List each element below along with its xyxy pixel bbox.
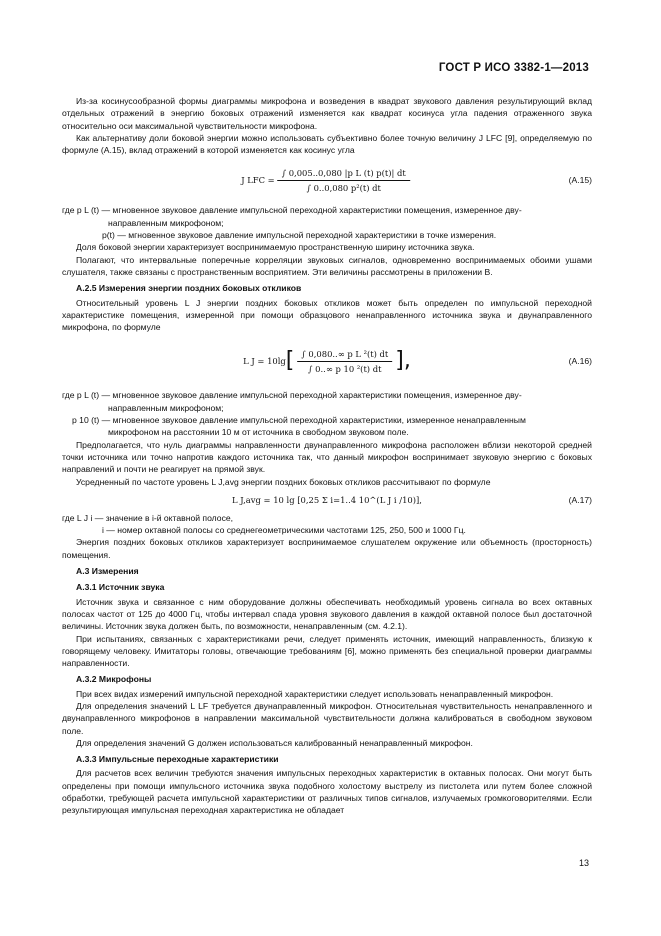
- page-number: 13: [578, 858, 589, 868]
- paragraph: Усредненный по частоте уровень L J,avg энергии поздних боковых откликов рассчитывают по формуле: [76, 476, 491, 487]
- formula-body: [232, 490, 422, 510]
- section-heading: А.3.1 Источник звука: [76, 582, 165, 593]
- paragraph: Полагают, что интервальные поперечные корреляции звуковых сигналов, одновременно воспринимаемых обоими ушами слушателя, также связаны с пространственным восприятием. Эти величины рассмотрены в приложении В.: [62, 254, 592, 277]
- paragraph: Относительный уровень L J энергии поздних боковых откликов может быть определен по импульсной переходной характеристике помещения, измеренной при помощи образцового ненаправленного источника звука и двунаправленного микрофона, по формуле: [62, 297, 592, 333]
- paragraph: Энергия поздних боковых откликов характеризует воспринимаемое слушателем окружение или объемность (просторность) помещения.: [62, 537, 592, 560]
- formula-text: L J,avg = 10 lg [0,25 Σ i=1..4 10^(L J i /10)],: [232, 494, 422, 505]
- formula-lhs: L J = 10lg: [243, 356, 286, 367]
- formula-denominator: ∫ 0..0,080 p²(t) dt: [306, 182, 381, 193]
- definition-line: направленным микрофоном;: [108, 402, 224, 413]
- paragraph: Из-за косинусообразной формы диаграммы микрофона и возведения в квадрат звукового давления результирующий вклад отдельных отражений в энергию боковых отражений изменяется как квадрат косинуса угла падения отраженного звука относительно оси максимальной чувствительности микрофона.: [62, 96, 592, 131]
- formula-number: (А.17): [568, 494, 592, 505]
- paragraph: При испытаниях, связанных с характеристиками речи, следует применять источник, имеющий направленность, близкую к говорящему человеку. Имитаторы головы, отвечающие требованиям [6], можно применять без специальной проверки диаграммы направленности.: [62, 633, 592, 669]
- paragraph: Для определения значений G должен использоваться калиброванный ненаправленный микрофон.: [76, 737, 473, 748]
- formula-number: (А.15): [568, 175, 592, 186]
- paragraph: Доля боковой энергии характеризует воспринимаемую пространственную ширину источника звука.: [76, 242, 475, 253]
- paragraph: Для определения значений L LF требуется двунаправленный микрофон. Относительная чувствительность ненаправленного и двунаправленного микрофонов в направлении максимальной чувствительности должна калиброваться в свободном звуковом поле.: [62, 700, 592, 736]
- paragraph: Как альтернативу доли боковой энергии можно использовать субъективно более точную величину J LFC [9], определяемую по формуле (А.15), вклад отражений в которой изменяется как косинус угла: [62, 132, 592, 156]
- formula-body: [241, 158, 413, 202]
- definition-line: направленным микрофоном;: [108, 217, 224, 228]
- paragraph: При всех видах измерений импульсной переходной характеристики следует использовать ненаправленный микрофон.: [76, 688, 554, 699]
- formula-fraction: [297, 347, 392, 377]
- formula-a17: [62, 490, 592, 510]
- paragraph: Предполагается, что нуль диаграммы направленности двунаправленного микрофона расположен вблизи некоторой средней точки источника или точно напротив каждого источника так, что данный микрофон воспринимает звуковую энергию с боковых направлений и почти не реагирует на прямой звук.: [62, 439, 592, 475]
- definition-line: p(t) — мгновенное звуковое давление импульсной переходной характеристики в точке измерения.: [102, 230, 497, 241]
- formula-fraction: [278, 166, 410, 196]
- page-header: ГОСТ Р ИСО 3382-1—2013: [438, 62, 589, 74]
- definition-line: i — номер октавной полосы со среднегеометрическими частотами 125, 250, 500 и 1000 Гц.: [102, 525, 466, 536]
- page-content: [62, 95, 592, 817]
- bracket-right: ],: [395, 348, 411, 374]
- formula-body: [243, 335, 411, 387]
- definition-line: где L J i — значение в i-й октавной полосе,: [62, 512, 234, 523]
- formula-number: (А.16): [568, 356, 592, 367]
- formula-a16: [62, 335, 592, 387]
- definition-line: где p L (t) — мгновенное звуковое давление импульсной переходной характеристики помещения, измеренное дву-: [62, 390, 522, 401]
- formula-lhs: J LFC =: [241, 175, 275, 186]
- section-heading: А.2.5 Измерения энергии поздних боковых откликов: [76, 283, 302, 294]
- formula-numerator: ∫ 0,080..∞ p L ²(t) dt: [297, 347, 392, 362]
- paragraph: Для расчетов всех величин требуются значения импульсных переходных характеристик в октавных полосах. Они могут быть определены при помощи импульсного источника звука подобного холостому выстрелу из пистолета или путем более сложной обработки, требующей расчета импульсной характеристики от различных типов сигналов, излучаемых громкоговорителями. Если результирующая импульсная переходная характеристика не обладает: [62, 768, 592, 816]
- definition-line: p 10 (t) — мгновенное звуковое давление импульсной переходной характеристики, измеренное ненаправленным: [72, 415, 526, 426]
- section-heading: А.3.3 Импульсные переходные характеристики: [76, 754, 279, 765]
- definition-line: где p L (t) — мгновенное звуковое давление импульсной переходной характеристики помещения, измеренное дву-: [62, 205, 522, 216]
- section-heading: А.3.2 Микрофоны: [76, 674, 152, 685]
- definition-line: микрофоном на расстоянии 10 м от источника в свободном звуковом поле.: [108, 427, 409, 438]
- section-heading: А.3 Измерения: [76, 566, 139, 577]
- formula-denominator: ∫ 0..∞ p 10 ²(t) dt: [308, 363, 382, 374]
- formula-a15: [62, 158, 592, 202]
- bracket-left: [: [285, 348, 295, 374]
- formula-numerator: ∫ 0,005..0,080 |p L (t) p(t)| dt: [278, 166, 410, 181]
- paragraph: Источник звука и связанное с ним оборудование должны обеспечивать необходимый уровень сигнала во всех октавных полосах частот от 125 до 4000 Гц, чтобы интервал спада уровня звукового давления в каждой октавной полосе был достаточной величины. Источник звука должен быть, по возможности, ненаправленным (см. 4.2.1).: [62, 596, 592, 632]
